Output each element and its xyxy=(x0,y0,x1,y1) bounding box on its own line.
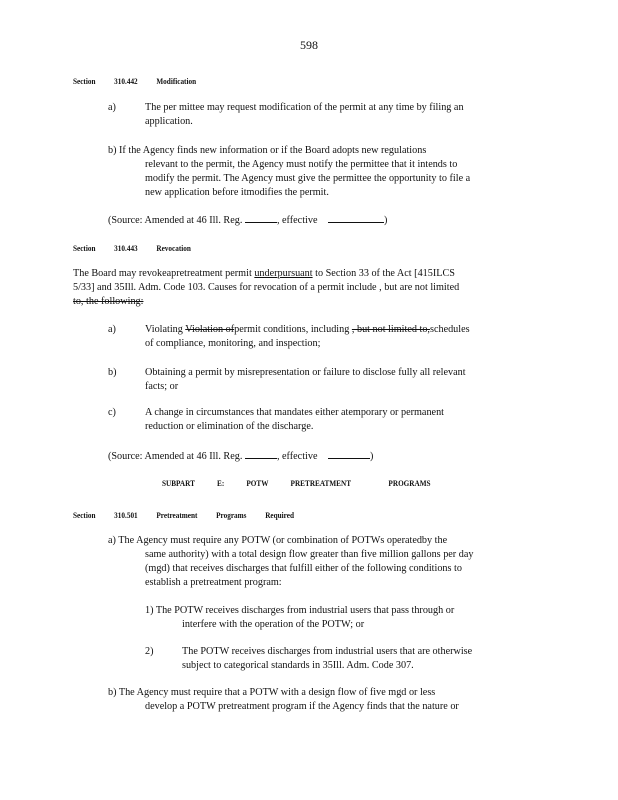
subpart-heading: SUBPART E: POTW PRETREATMENT PROGRAMS xyxy=(162,478,431,488)
paragraph-442-b: b) If the Agency finds new information or if the Board adopts new regulations relevant to the permit, the Agency must notify the permittee that it intends to modify the permit. The Agency must give the permittee the opportunity to file a new application before itmodifies the permit. xyxy=(108,145,471,198)
paragraph-501-a: a) The Agency must require any POTW (or combination of POTWs operatedby the same authority) with a total design flow greater than five million gallons per day (mgd) that receives discharges that fulfill either of the following conditions to establish a pretreatment program: xyxy=(108,535,474,588)
blank-effective xyxy=(328,449,370,459)
paragraph-442-a: The per mittee may request modification of the permit at any time by filing an application. xyxy=(145,102,464,127)
blank-reg xyxy=(245,213,277,223)
paragraph-443-a: Violating Violation ofpermit conditions, including , but not limited to,schedules of compliance, monitoring, and inspection; xyxy=(145,324,470,349)
section-title: Pretreatment xyxy=(156,510,198,520)
section-word: Section xyxy=(73,243,96,253)
paragraph-443-b: Obtaining a permit by misrepresentation or failure to disclose fully all relevant facts; or xyxy=(145,367,466,392)
paragraph-443-intro: The Board may revokeapretreatment permit underpursuant to Section 33 of the Act [415ILCS 5/33] and 35Ill. Adm. Code 103. Causes for revocation of a permit include , but are not limited to, the following: xyxy=(73,268,460,307)
section-word: Section xyxy=(73,510,96,520)
page-number: 598 xyxy=(300,38,318,52)
section-heading-310-443 xyxy=(73,243,210,253)
paragraph-501-a-2: The POTW receives discharges from industrial users that are otherwise subject to categorical standards in 35Ill. Adm. Code 307. xyxy=(182,646,473,671)
item-label-b: b) xyxy=(108,367,117,378)
paragraph-501-b: b) The Agency must require that a POTW with a design flow of five mgd or less develop a POTW pretreatment program if the Agency finds that the nature or xyxy=(108,687,459,712)
paragraph-501-a-1: 1) The POTW receives discharges from industrial users that pass through or interfere with the operation of the POTW; or xyxy=(145,605,455,630)
item-label-c: c) xyxy=(108,407,116,418)
section-heading-310-501: Section 310.501 Pretreatment Programs Required xyxy=(73,510,294,520)
source-note-2: (Source: Amended at 46 Ill. Reg. , effective ) xyxy=(108,451,374,462)
section-word: Section xyxy=(73,76,96,86)
section-number: 310.442 xyxy=(114,76,138,86)
blank-reg xyxy=(245,449,277,459)
paragraph-443-c: A change in circumstances that mandates either atemporary or permanent reduction or elimination of the discharge. xyxy=(145,407,444,432)
section-heading-310-442 xyxy=(73,76,215,86)
section-title: Revocation xyxy=(156,243,191,253)
section-number: 310.501 xyxy=(114,510,138,520)
blank-effective xyxy=(328,213,384,223)
section-title: Modification xyxy=(156,76,197,86)
section-number: 310.443 xyxy=(114,243,138,253)
item-label-a: a) xyxy=(108,102,116,113)
item-label-2: 2) xyxy=(145,646,154,657)
item-label-a: a) xyxy=(108,324,116,335)
source-note-1: (Source: Amended at 46 Ill. Reg. , effective ) xyxy=(108,215,388,226)
